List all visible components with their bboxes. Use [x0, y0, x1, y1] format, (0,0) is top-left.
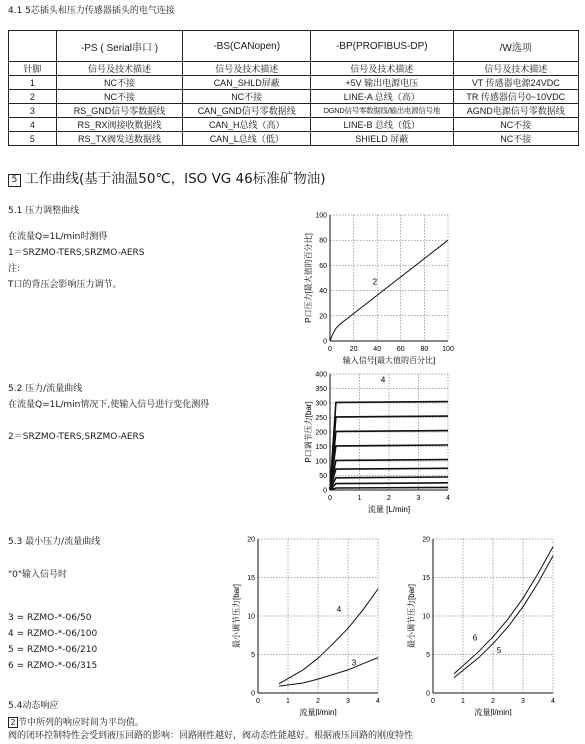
y-axis-label: 最小调节压力[bar] [407, 583, 416, 649]
section-4-1-title: 4.1 5芯插头和压力传感器插头的电气连接 [8, 6, 175, 16]
table-cell: 5 [9, 132, 57, 146]
y-axis-label: P口调节压力[bar] [304, 401, 313, 463]
table-cell: VT 传感器电源24VDC [453, 76, 578, 90]
x-tick-label: 3 [521, 698, 525, 705]
series-line [279, 589, 378, 684]
y-tick-label: 250 [315, 415, 327, 422]
x-tick-label: 0 [256, 698, 260, 705]
section-5-1-line: 注: [8, 264, 21, 274]
table-cell: AGND电源信号零数据线 [453, 104, 578, 118]
section-5-2-title: 5.2 压力/流量曲线 [8, 384, 83, 394]
subheader-cell: 信号及技术描述 [311, 62, 453, 76]
table-row [9, 104, 579, 118]
y-tick-label: 15 [247, 575, 255, 582]
y-tick-label: 20 [422, 536, 430, 544]
series-label: 4 [336, 605, 342, 615]
x-tick-label: 1 [286, 698, 290, 705]
section-5-2-line: 2＝SRZMO-TERS,SRZMO-AERS [8, 432, 145, 442]
x-tick-label: 80 [420, 346, 429, 353]
y-tick-label: 100 [315, 212, 327, 220]
series-label: 4 [380, 375, 386, 385]
x-tick-label: 2 [316, 698, 320, 705]
header-cell [9, 31, 57, 62]
x-tick-label: 60 [396, 346, 405, 353]
table-cell: RS_TX阀发送数据线 [56, 132, 183, 146]
section-5-3-title: 5.3 最小压力/流量曲线 [8, 537, 101, 547]
x-tick-label: 2 [491, 698, 495, 705]
pin-table-subheader [9, 62, 579, 76]
y-axis-label: 最小调节压力[bar] [232, 583, 241, 649]
table-cell: 2 [9, 90, 57, 104]
section-5-3-line: 5 = RZMO-*-06/210 [8, 645, 98, 655]
x-tick-label: 40 [373, 346, 382, 353]
subheader-cell: 信号及技术描述 [183, 62, 311, 76]
table-row [9, 132, 579, 146]
x-axis-label: 流量[l/min] [474, 708, 512, 716]
y-tick-label: 200 [315, 429, 327, 437]
table-cell: 3 [9, 104, 57, 118]
series-label: 5 [496, 645, 502, 655]
table-cell: SHIELD 屏蔽 [311, 132, 453, 146]
y-tick-label: 0 [323, 487, 327, 495]
y-tick-label: 0 [426, 690, 430, 698]
x-tick-label: 3 [416, 495, 421, 502]
section-number-box: 5 [8, 174, 21, 187]
section-5-4-title: 5.4动态响应 [8, 701, 59, 711]
pin-table [8, 30, 579, 146]
y-tick-label: 5 [251, 652, 255, 659]
section-5-1-line: 在流量Q=1L/min时测得 [8, 232, 108, 242]
x-tick-label: 4 [376, 698, 380, 705]
section-5-title: 工作曲线(基于油温50℃，ISO VG 46标准矿物油) [25, 171, 326, 187]
x-tick-label: 1 [357, 495, 362, 502]
series-label: 6 [472, 633, 478, 643]
y-tick-label: 350 [315, 386, 327, 393]
chart-pressure-adjustment [300, 205, 470, 365]
table-cell: +5V 输出电源电压 [311, 76, 453, 90]
y-tick-label: 5 [426, 652, 430, 659]
table-cell: LINE-B 总线（低） [311, 118, 453, 132]
x-tick-label: 4 [551, 698, 555, 705]
section-5-4-line [8, 717, 144, 729]
x-tick-label: 3 [346, 698, 350, 705]
series-label: 3 [351, 658, 357, 668]
table-cell: CAN_GND信号零数据线 [183, 104, 311, 118]
table-row [9, 76, 579, 90]
header-cell: -BS(CANopen) [183, 31, 311, 62]
pin-table-header [9, 31, 579, 62]
y-tick-label: 20 [319, 313, 327, 321]
y-tick-label: 50 [319, 473, 327, 480]
section-5-1-title: 5.1 压力调整曲线 [8, 206, 80, 216]
x-axis-label: 输入信号[最大值的百分比] [342, 356, 436, 365]
x-tick-label: 0 [328, 346, 332, 353]
series-line [279, 658, 378, 687]
chart-min-pressure-a [228, 534, 393, 716]
y-tick-label: 80 [319, 237, 327, 245]
y-tick-label: 10 [422, 613, 430, 621]
subheader-cell: 信号及技术描述 [56, 62, 183, 76]
table-row [9, 118, 579, 132]
table-cell: NC不接 [56, 90, 183, 104]
table-cell: CAN_H总线（高） [183, 118, 311, 132]
header-cell: -PS ( Serial串口 ) [56, 31, 183, 62]
y-tick-label: 20 [247, 536, 255, 544]
subheader-cell: 信号及技术描述 [453, 62, 578, 76]
y-tick-label: 10 [247, 613, 255, 621]
x-tick-label: 0 [431, 698, 435, 705]
table-cell: 1 [9, 76, 57, 90]
table-cell: TR 传感器信号0~10VDC [453, 90, 578, 104]
section-ref-box: 2 [8, 717, 18, 728]
section-5-3-line: 6 = RZMO-*-06/315 [8, 661, 98, 671]
section-5-3-line: 4 = RZMO-*-06/100 [8, 629, 98, 639]
series-label: 2 [372, 277, 378, 287]
table-cell: NC不接 [453, 118, 578, 132]
x-tick-label: 100 [442, 346, 454, 353]
subheader-cell: 针脚 [9, 62, 57, 76]
table-row [9, 90, 579, 104]
y-tick-label: 0 [323, 338, 327, 346]
y-tick-label: 15 [422, 575, 430, 582]
y-tick-label: 40 [319, 288, 327, 296]
x-tick-label: 20 [349, 346, 358, 353]
table-cell: NC不接 [453, 132, 578, 146]
table-cell: CAN_L总线（低） [183, 132, 311, 146]
y-tick-label: 150 [315, 444, 327, 451]
x-tick-label: 1 [461, 698, 465, 705]
table-cell: NC不接 [183, 90, 311, 104]
y-tick-label: 100 [315, 458, 327, 466]
x-axis-label: 流量 [L/min] [367, 505, 411, 514]
y-tick-label: 0 [251, 690, 255, 698]
table-cell: RS_GND信号零数据线 [56, 104, 183, 118]
table-cell: CAN_SHLD屏蔽 [183, 76, 311, 90]
x-tick-label: 2 [387, 495, 391, 502]
header-cell: /W选项 [453, 31, 578, 62]
y-axis-label: P口压力[最大值的百分比] [304, 233, 313, 323]
table-cell: LINE-A 总线（高） [311, 90, 453, 104]
table-cell: RS_RX阀接收数据线 [56, 118, 183, 132]
chart-min-pressure-b [403, 534, 568, 716]
table-cell: DGND信号零数据线/输出电源信号地 [311, 104, 453, 118]
y-tick-label: 400 [315, 371, 327, 379]
section-5-heading [8, 167, 326, 187]
x-axis-label: 流量[l/min] [299, 708, 337, 716]
section-5-3-line: "0"输入信号时 [8, 570, 68, 580]
section-5-1-line: T口的背压会影响压力调节。 [8, 280, 122, 290]
section-5-4-line-text: 节中所列的响应时间为平均值。 [18, 718, 145, 728]
section-5-4-line: 阀的闭环控制特性会受到液压回路的影响：回路刚性越好，阀动态性能越好。根据液压回路的刚度特性 [8, 731, 414, 741]
x-tick-label: 0 [328, 495, 332, 502]
y-tick-label: 300 [315, 400, 327, 408]
y-tick-label: 60 [319, 262, 327, 270]
section-5-2-line: 在流量Q=1L/min情况下,使输入信号进行变化测得 [8, 400, 210, 410]
chart-pressure-flow [290, 368, 460, 524]
section-5-1-line: 1＝SRZMO-TERS,SRZMO-AERS [8, 248, 145, 258]
header-cell: -BP(PROFIBUS-DP) [311, 31, 453, 62]
table-cell: 4 [9, 118, 57, 132]
table-cell: NC不接 [56, 76, 183, 90]
x-tick-label: 4 [446, 495, 450, 502]
section-5-3-line: 3 = RZMO-*-06/50 [8, 613, 92, 623]
